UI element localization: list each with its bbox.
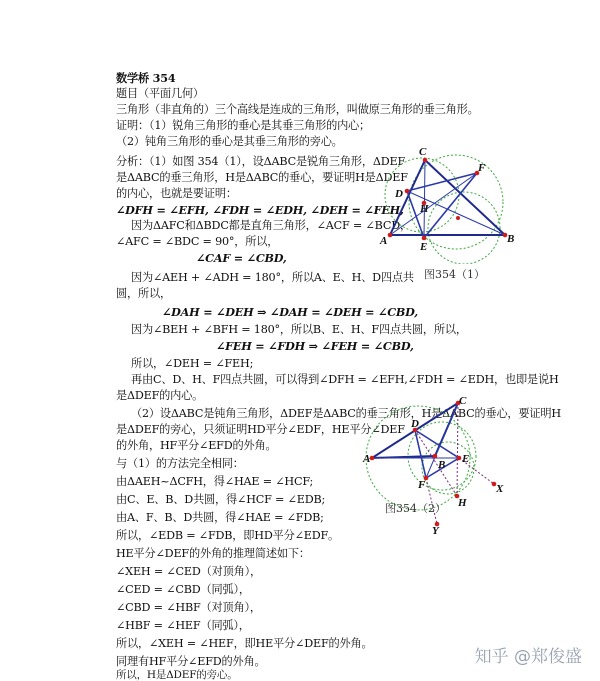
part1-formula-4: ∠FEH = ∠FDH ⇒ ∠FEH = ∠CBD,: [216, 339, 414, 353]
fig1-label-d: D: [395, 188, 403, 200]
part2-line-11: ∠CED = ∠CBD（同弧），: [116, 583, 250, 596]
part2-line-7: 由A、F、B、D共圆，得∠HAE = ∠FDB;: [116, 511, 324, 524]
part1-line-14: 再由C、D、H、F四点共圆，可以得到∠DFH = ∠EFH,∠FDH = ∠EDH，也即是说H: [131, 373, 559, 386]
fig2-point-b: [433, 454, 438, 459]
figure-354-1-caption: 图354（1）: [424, 268, 485, 281]
fig1-point-a: [388, 233, 393, 238]
fig1-altitude-c: [424, 160, 425, 238]
fig1-label-a: A: [380, 235, 388, 247]
fig2-label-d: D: [411, 418, 419, 430]
part1-line-13: 所以，∠DEH = ∠FEH;: [131, 357, 254, 370]
part1-line-1: 分析：（1）如图 354（1），设ΔABC是锐角三角形，ΔDEF: [116, 155, 406, 168]
part2-line-10: ∠XEH = ∠CED（对顶角），: [116, 565, 261, 578]
fig2-point-e: [457, 456, 462, 461]
fig2-label-c: C: [459, 396, 467, 407]
part1-line-2: 是ΔABC的垂三角形，H是ΔABC的垂心，要证明H是ΔDEF: [116, 171, 408, 184]
fig1-label-c: C: [419, 146, 427, 158]
fig2-label-f: F: [418, 479, 426, 491]
fig1-orthic-triangle: [407, 173, 477, 238]
part2-line-12: ∠CBD = ∠HBF（对顶角），: [116, 601, 261, 614]
fig1-label-h: H: [420, 203, 429, 215]
part2-line-5: 由ΔAEH~ΔCFH，得∠HAE = ∠HCF;: [116, 475, 314, 488]
fig2-label-e: E: [462, 453, 470, 465]
part2-line-15: 同理有HF平分∠EFD的外角。: [116, 655, 266, 668]
fig1-triangle-abc: [390, 160, 505, 235]
part2-line-6: 由C、E、B、D共圆，得∠HCF = ∠EDB;: [116, 493, 326, 506]
watermark: 知乎 @郑俊盛: [474, 647, 582, 667]
fig1-point-center: [456, 216, 460, 220]
part1-formula-1: ∠DFH = ∠EFH, ∠FDH = ∠EDH, ∠DEH = ∠FEH,: [116, 203, 404, 217]
part1-line-3: 的内心，也就是要证明：: [116, 187, 237, 200]
part2-line-16: 所以，H是ΔDEF的旁心。: [116, 669, 238, 681]
part1-formula-2: ∠CAF = ∠CBD,: [196, 251, 287, 265]
fig2-label-x: X: [496, 483, 504, 495]
doc-title: 数学桥 354: [116, 71, 176, 85]
figure-354-2-caption: 图354（2）: [385, 502, 446, 515]
fig2-label-y: Y: [432, 525, 439, 536]
problem-statement: 三角形（非直角的）三个高线是连成的三角形，叫做原三角形的垂三角形。: [116, 103, 479, 116]
part1-line-9: 圆，所以，: [116, 287, 171, 300]
doc-subtitle: 题目（平面几何）: [116, 87, 204, 100]
fig2-label-b: B: [438, 459, 446, 471]
fig2-orthic-triangle: [415, 430, 459, 478]
figure-354-1: [378, 140, 518, 264]
part2-line-4: 与（1）的方法完全相同：: [116, 457, 244, 470]
part1-line-6: ∠AFC = ∠BDC = 90°，所以，: [116, 235, 279, 248]
part2-line-8: 所以，∠EDB = ∠FDB，即HD平分∠EDF。: [116, 529, 340, 542]
fig2-label-h: H: [458, 497, 467, 509]
part1-line-5: 因为ΔAFC和ΔBDC都是直角三角形，∠ACF = ∠BCD，: [131, 219, 411, 232]
part1-line-8: 因为∠AEH + ∠ADH = 180°，所以A、E、H、D四点共: [131, 271, 414, 284]
fig1-label-b: B: [507, 233, 515, 245]
fig2-label-a: A: [363, 453, 371, 465]
fig2-point-a: [370, 456, 375, 461]
part1-line-15: 是ΔDEF的内心。: [116, 389, 204, 402]
part2-line-13: ∠HBF = ∠HEF（同弧），: [116, 619, 250, 632]
proof-claim-1: 证明：（1）锐角三角形的垂心是其垂三角形的内心；: [116, 119, 371, 132]
fig1-label-f: F: [478, 162, 486, 174]
fig1-point-c: [423, 158, 428, 163]
fig2-extension-ch: [457, 403, 458, 496]
part1-line-11: 因为∠BEH + ∠BFH = 180°，所以B、E、H、F四点共圆，所以，: [131, 323, 467, 336]
proof-claim-2: （2）钝角三角形的垂心是其垂三角形的旁心。: [116, 135, 343, 148]
part2-line-14: 所以，∠XEH = ∠HEF，即HE平分∠DEF的外角。: [116, 637, 373, 650]
part1-formula-3: ∠DAH = ∠DEH ⇒ ∠DAH = ∠DEH = ∠CBD,: [162, 305, 418, 319]
fig1-point-d: [405, 189, 410, 194]
part2-line-3: 的外角，HF平分∠EFD的外角。: [116, 439, 277, 452]
fig1-label-e: E: [420, 241, 428, 253]
part2-line-9: HE平分∠DEF的外角的推理简述如下：: [116, 547, 310, 560]
fig1-point-e: [422, 236, 427, 241]
part2-line-1: （2）设ΔABC是钝角三角形，ΔDEF是ΔABC的垂三角形，H是ΔABC的垂心，要证明H: [131, 407, 561, 420]
part2-line-2: 是ΔDEF的旁心，只须证明HD平分∠EDF，HE平分∠DEF: [116, 423, 405, 436]
